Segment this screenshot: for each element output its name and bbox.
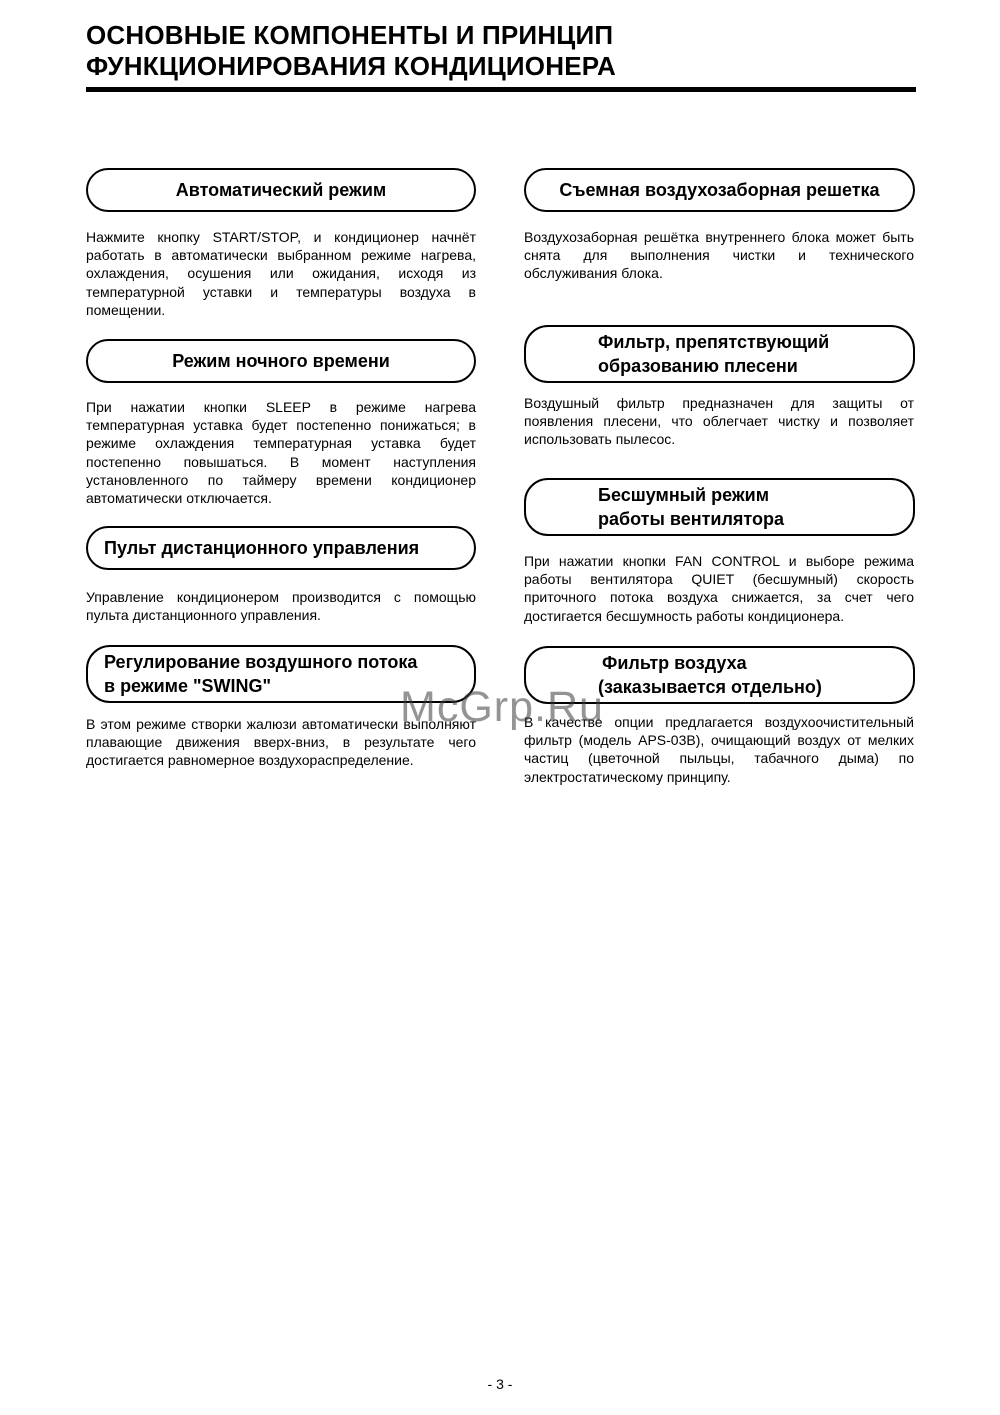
section-heading-line-1: Фильтр воздуха: [602, 653, 747, 673]
section-text-remote-control: Управление кондиционером производится с помощью пульта дистанционного управления.: [86, 589, 476, 624]
section-text-removable-grille: Воздухозаборная решётка внутреннего блока может быть снята для выполнения чистки и технического обслуживания блока.: [524, 229, 914, 282]
section-heading-remote-control: [86, 526, 476, 570]
section-heading-auto-mode: [86, 168, 476, 212]
section-heading-line-1: Бесшумный режим: [598, 485, 770, 505]
page-title: [86, 20, 916, 82]
title-underline: [86, 87, 916, 92]
section-text-swing: В этом режиме створки жалюзи автоматически выполняют плавающие движения вверх-вниз, в результате чего достигается равномерное воздухораспределение.: [86, 716, 476, 769]
section-text-night-mode: При нажатии кнопки SLEEP в режиме нагрева температурная уставка будет постепенно понижаться; в режиме охлаждения температурная уставка будет постепенно повышаться. В момент наступления установленного по таймеру времени кондиционер автоматически отключается.: [86, 399, 476, 507]
section-text-mold-filter: Воздушный фильтр предназначен для защиты от появления плесени, что облегчает чистку и позволяет использовать пылесос.: [524, 395, 914, 448]
page-number: - 3 -: [487, 1376, 513, 1392]
section-heading-text: Режим ночного времени: [172, 351, 390, 371]
section-heading-text: Автоматический режим: [175, 180, 387, 200]
section-heading-removable-grille: [524, 168, 915, 212]
section-heading-line-1: Фильтр, препятствующий: [598, 332, 830, 352]
section-heading-quiet-fan: [524, 478, 915, 536]
section-heading-text: Пульт дистанционного управления: [104, 538, 420, 558]
section-heading-line-1: Регулирование воздушного потока: [104, 652, 418, 672]
section-text-quiet-fan: При нажатии кнопки FAN CONTROL и выборе режима работы вентилятора QUIET (бесшумный) скорость приточного потока воздуха снижается, за счет чего достигается бесшумность работы кондиционера.: [524, 553, 914, 624]
section-heading-mold-filter: [524, 325, 915, 383]
section-heading-line-2: работы вентилятора: [598, 509, 784, 529]
section-heading-night-mode: [86, 339, 476, 383]
section-heading-line-2: образованию плесени: [598, 356, 798, 376]
section-heading-line-2: в режиме "SWING": [104, 676, 272, 696]
page-title-line-2: ФУНКЦИОНИРОВАНИЯ КОНДИЦИОНЕРА: [86, 51, 616, 81]
watermark: McGrp.Ru: [400, 683, 604, 731]
page-title-line-1: ОСНОВНЫЕ КОМПОНЕНТЫ И ПРИНЦИП: [86, 20, 614, 50]
section-heading-text: Съемная воздухозаборная решетка: [559, 180, 880, 200]
section-text-auto-mode: Нажмите кнопку START/STOP, и кондиционер начнёт работать в автоматически выбранном режиме нагрева, охлаждения, осушения или ожидания, исходя из температурной уставки и температуры воздуха в помещении.: [86, 229, 476, 318]
section-text-air-filter: В качестве опции предлагается воздухоочистительный фильтр (модель APS-03B), очищающий воздух от мелких частиц (цветочной пыльцы, табачного дыма) по электростатическому принципу.: [524, 714, 914, 785]
section-heading-line-2: (заказывается отдельно): [598, 677, 822, 697]
